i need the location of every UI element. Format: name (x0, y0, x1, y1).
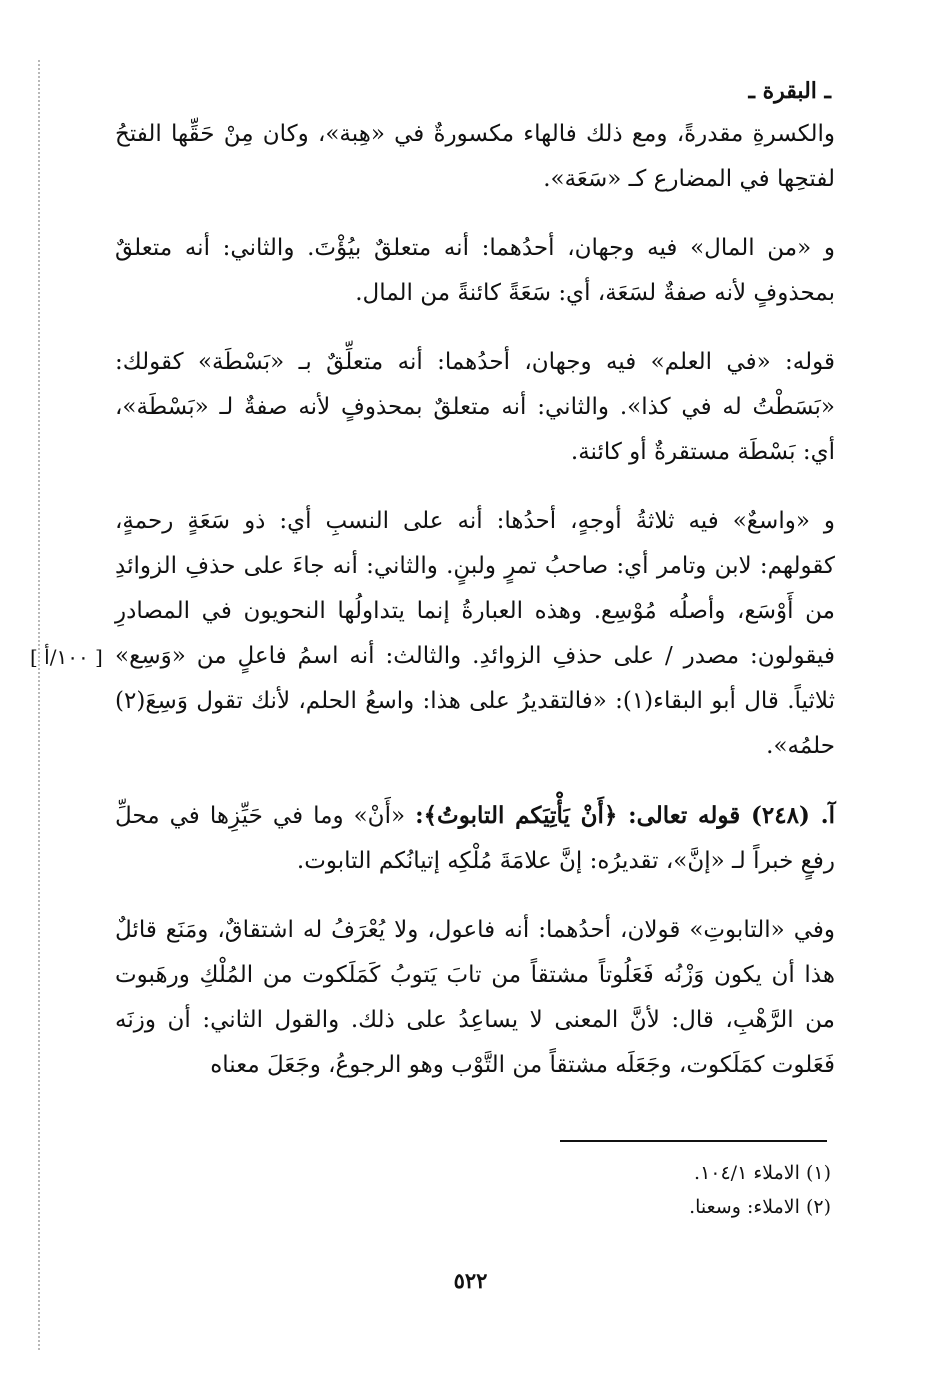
paragraph: والكسرةِ مقدرةً، ومع ذلك فالهاء مكسورةٌ في «هِبة»، وكان مِنْ حَقِّها الفتحُ لفتحِها في المضارع كـ «سَعَة». (115, 121, 835, 192)
scan-dotted-margin (38, 60, 40, 1350)
footnote: (٢) الاملاء: وسعنا. (689, 1196, 831, 1218)
paragraph: وفي «التابوتِ» قولان، أحدُهما: أنه فاعول، ولا يُعْرَفُ له اشتقاقٌ، ومَنَع قائلٌ هذا أن يكون وَزْنُه فَعَلُوتاً مشتقاً من تابَ يَتوبُ كَمَلَكوت من المُلْكِ ورهَبوت من الرَّهْبِ، قال: لأنَّ المعنى لا يساعِدُ على ذلك. والقول الثاني: أن وزنَه فَعَلوت كمَلَكوت، وجَعَلَه مشتقاً من التَّوْب وهو الرجوعُ، وجَعَلَ معناه (115, 917, 835, 1078)
main-text (115, 112, 835, 1106)
verse-heading: آ. (٢٤٨) قوله تعالى: ﴿أَنْ يَأْتِيَكم التابوتُ﴾: (415, 802, 835, 829)
running-head: ـ البقرة ـ (748, 78, 831, 104)
page-number: ٥٢٢ (453, 1268, 488, 1293)
footnotes (431, 1156, 831, 1224)
verse-paragraph (115, 793, 835, 884)
verse-commentary: «أَنْ» وما في حَيِّزِها في محلِّ رفعٍ خبراً لـ «إنَّ»، تقديرُه: إنَّ علامَةَ مُلْكِه إتيانُكم التابوت. (115, 803, 835, 874)
footnote-divider (560, 1140, 827, 1142)
manuscript-folio-note: [ ١٠٠/أ ] (30, 645, 103, 669)
paragraph: قوله: «في العلم» فيه وجهان، أحدُهما: أنه متعلِّقٌ بـ «بَسْطَة» كقولك: «بَسَطْتُ له في كذا». والثاني: أنه متعلقٌ بمحذوفٍ لأنه صفةٌ لـ «بَسْطَة»، أي: بَسْطَة مستقرةٌ أو كائنة. (115, 349, 835, 465)
paragraph: و «من المال» فيه وجهان، أحدُهما: أنه متعلقٌ بيُؤْتَ. والثاني: أنه متعلقٌ بمحذوفٍ لأنه صفةٌ لسَعَة، أي: سَعَةً كائنةً من المال. (115, 235, 835, 306)
footnote: (١) الاملاء ١٠٤/١. (694, 1162, 831, 1184)
paragraph: و «واسعٌ» فيه ثلاثةُ أوجهٍ، أحدُها: أنه على النسبِ أي: ذو سَعَةٍ رحمةٍ، كقولهم: لابن وتامر أي: صاحبُ تمرٍ ولبنٍ. والثاني: أنه جاءَ على حذفِ الزوائدِ من أَوْسَع، وأصلُه مُوْسِع. وهذه العبارةُ إنما يتداولُها النحويون في المصادرِ فيقولون: مصدر / على حذفِ الزوائدِ. والثالث: أنه اسمُ فاعلٍ من «وَسِع» ثلاثياً. قال أبو البقاء(١): «فالتقديرُ على هذا: واسعُ الحلم، لأنك تقول وَسِعَ(٢) حلمُه». (115, 508, 835, 759)
